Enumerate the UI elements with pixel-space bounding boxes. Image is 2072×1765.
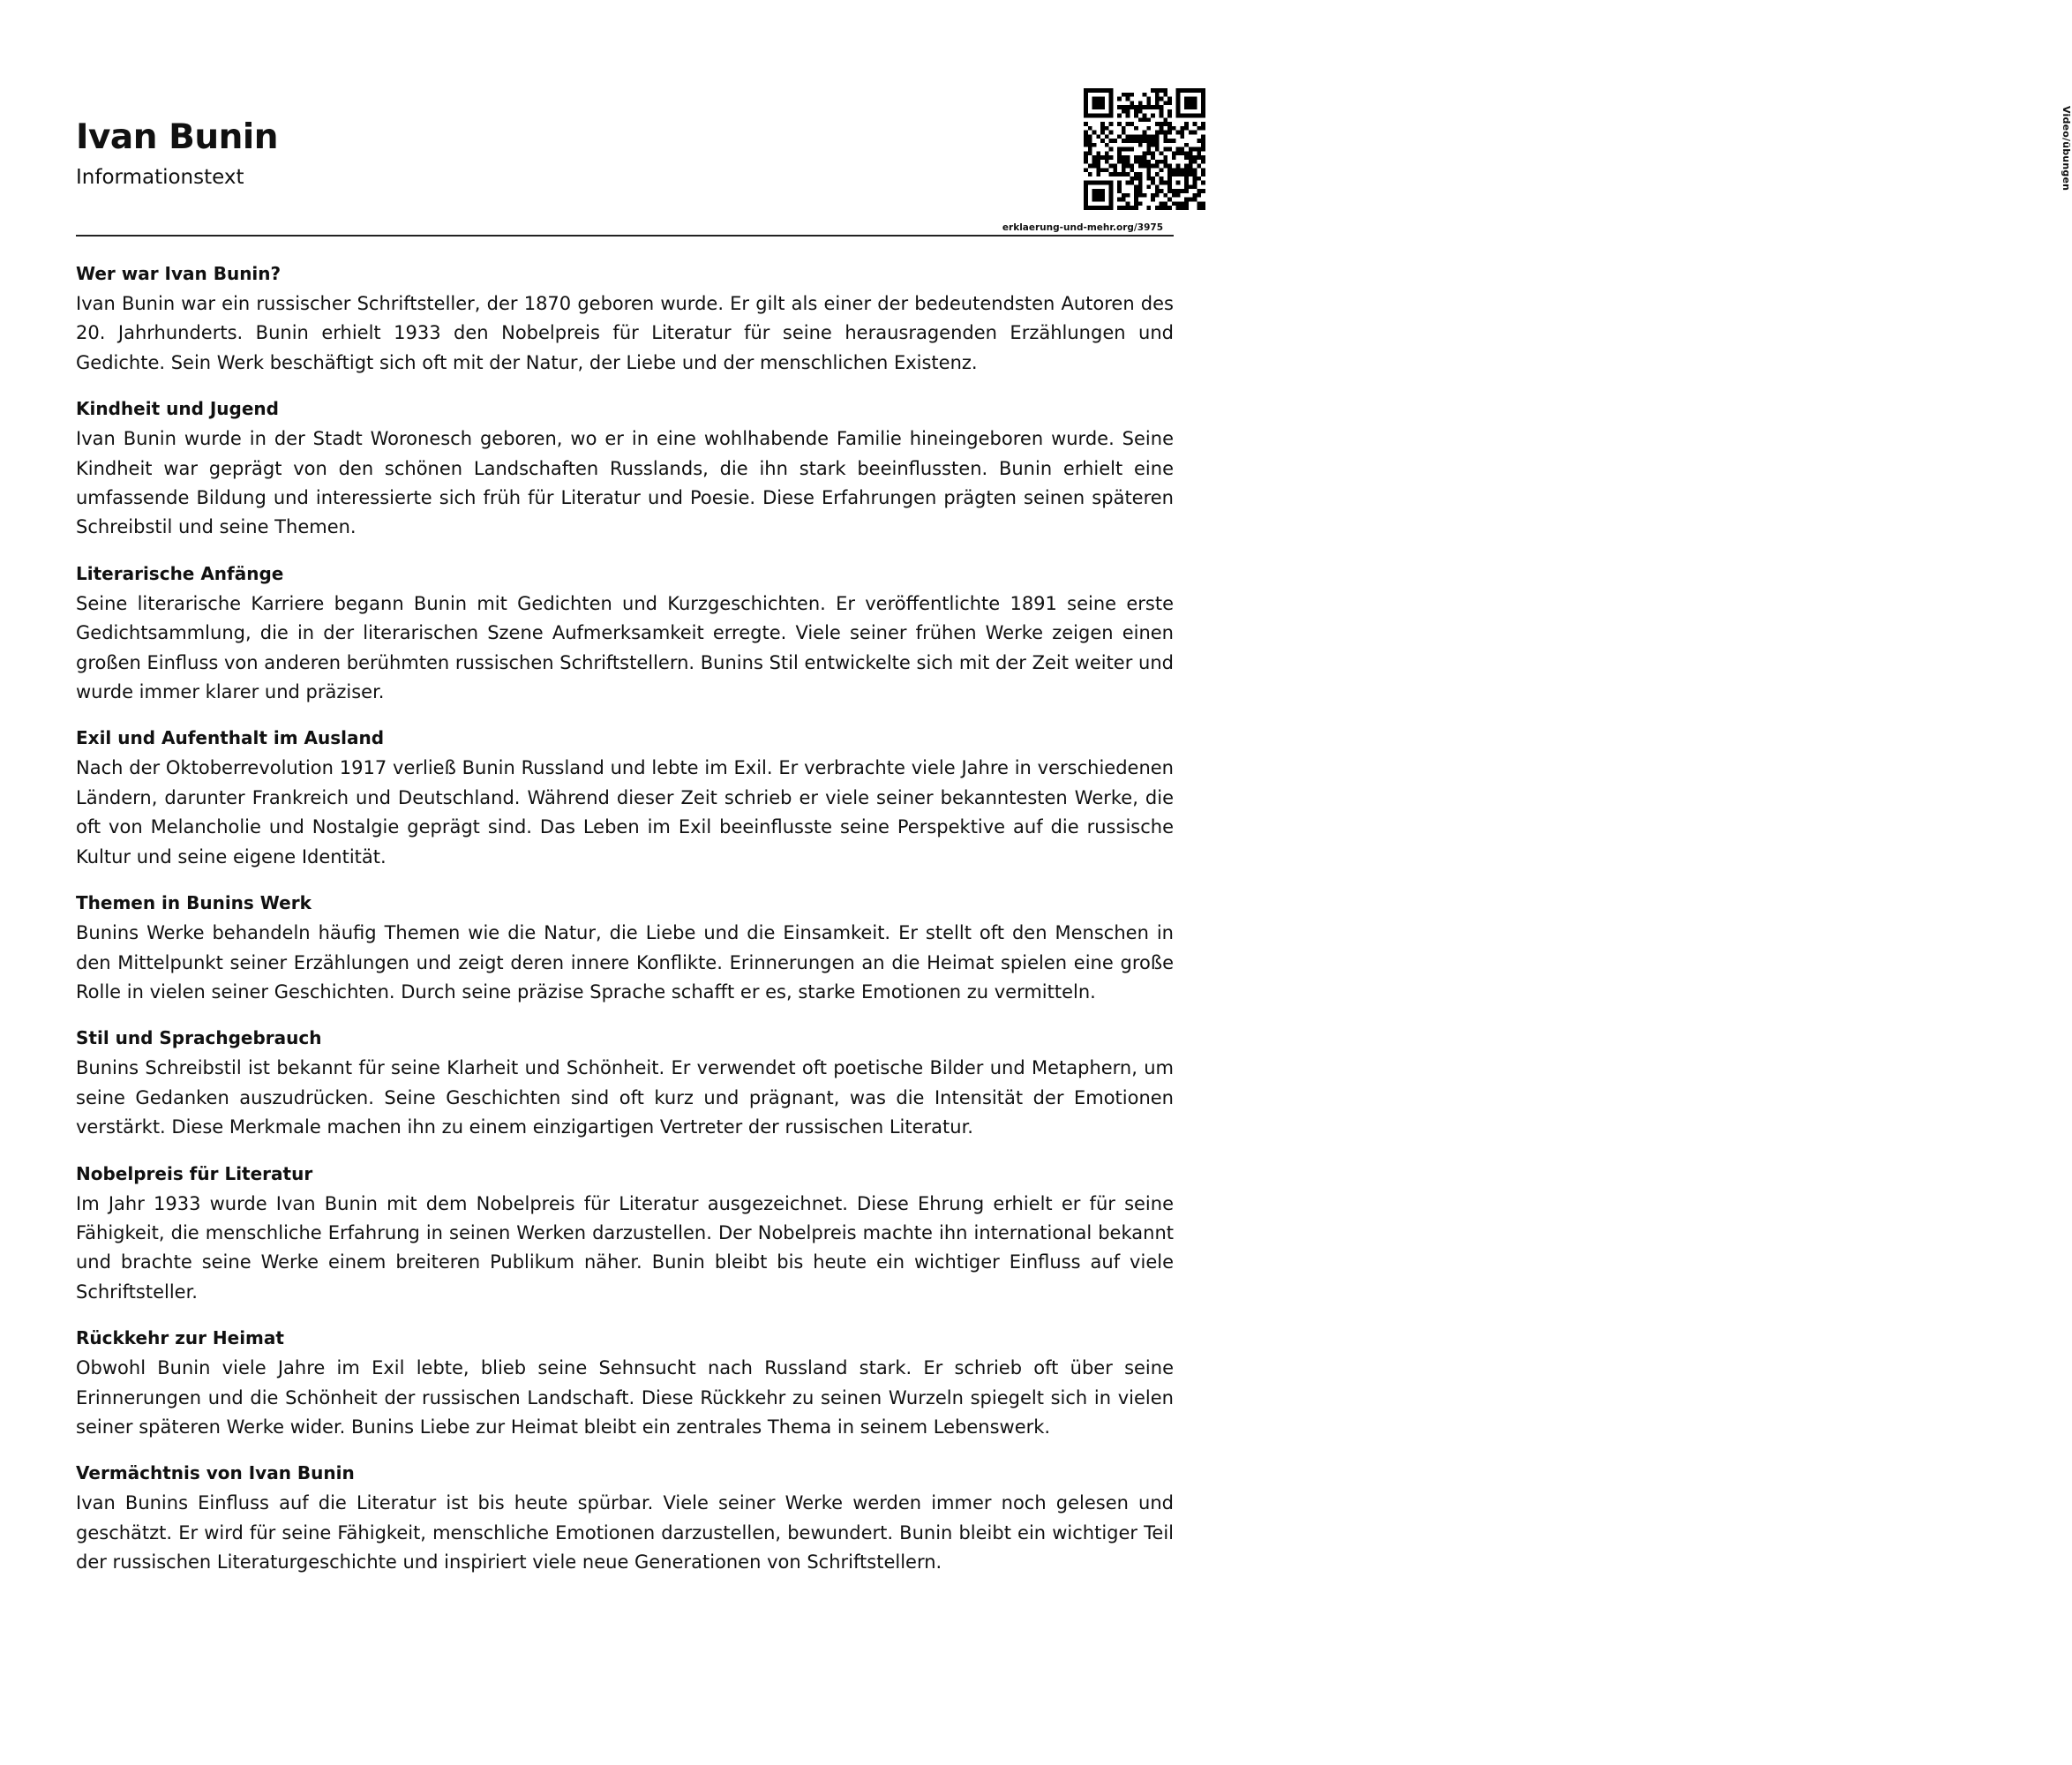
qr-block bbox=[976, 88, 2072, 235]
section-return-home bbox=[76, 1324, 1174, 1442]
section-body: Obwohl Bunin viele Jahre im Exil lebte, blieb seine Sehnsucht nach Russland stark. Er schrieb oft über seine Erinnerungen und die Schönheit der russischen Landschaft. Diese Rückkehr zu seinen Wurzeln spiegelt sich in vielen seiner späteren Werke wider. Bunins Liebe zur Heimat bleibt ein zentrales Thema in seinem Lebenswerk. bbox=[76, 1357, 1174, 1438]
page-title: Ivan Bunin bbox=[76, 117, 278, 157]
main-content bbox=[76, 259, 1174, 1595]
header-divider bbox=[76, 235, 1174, 237]
section-heading: Kindheit und Jugend bbox=[76, 398, 279, 420]
section-body: Bunins Werke behandeln häufig Themen wie die Natur, die Liebe und die Einsamkeit. Er stellt oft den Menschen in den Mittelpunkt seiner Erzählungen und zeigt deren innere Konflikte. Erinnerungen an die Heimat spielen eine große Rolle in vielen seiner Geschichten. Durch seine präzise Sprache schafft er es, starke Emotionen zu vermitteln. bbox=[76, 922, 1174, 1003]
section-style bbox=[76, 1024, 1174, 1142]
section-nobel-prize bbox=[76, 1160, 1174, 1308]
section-heading: Rückkehr zur Heimat bbox=[76, 1327, 284, 1349]
section-heading: Wer war Ivan Bunin? bbox=[76, 263, 282, 284]
section-heading: Literarische Anfänge bbox=[76, 562, 284, 584]
section-childhood bbox=[76, 394, 1174, 543]
section-heading: Nobelpreis für Literatur bbox=[76, 1162, 313, 1184]
section-body: Ivan Bunins Einfluss auf die Literatur ist bis heute spürbar. Viele seiner Werke werden immer noch gelesen und geschätzt. Er wird für seine Fähigkeit, menschliche Emotionen darzustellen, bewundert. Bunin bleibt ein wichtiger Teil der russischen Literaturgeschichte und inspiriert viele neue Generationen von Schriftstellern. bbox=[76, 1492, 1174, 1573]
qr-code-icon[interactable] bbox=[1084, 88, 1205, 210]
section-heading: Stil und Sprachgebrauch bbox=[76, 1027, 322, 1049]
section-body: Ivan Bunin war ein russischer Schriftsteller, der 1870 geboren wurde. Er gilt als einer der bedeutendsten Autoren des 20. Jahrhunderts. Bunin erhielt 1933 den Nobelpreis für Literatur für seine herausragenden Erzählungen und Gedichte. Sein Werk beschäftigt sich oft mit der Natur, der Liebe und der menschlichen Existenz. bbox=[76, 293, 1174, 373]
section-legacy bbox=[76, 1459, 1174, 1577]
section-literary-beginnings bbox=[76, 560, 1174, 708]
section-heading: Exil und Aufenthalt im Ausland bbox=[76, 727, 385, 749]
page-subtitle: Informationstext bbox=[76, 166, 244, 189]
qr-side-label: Video/übungen bbox=[2061, 106, 2072, 192]
section-who bbox=[76, 259, 1174, 378]
section-body: Ivan Bunin wurde in der Stadt Woronesch geboren, wo er in eine wohlhabende Familie hineingeboren wurde. Seine Kindheit war geprägt von den schönen Landschaften Russlands, die ihn stark beeinflussten. Bunin erhielt eine umfassende Bildung und interessierte sich früh für Literatur und Poesie. Diese Erfahrungen prägten seinen späteren Schreibstil und seine Themen. bbox=[76, 428, 1174, 538]
page-header bbox=[76, 88, 2072, 235]
section-body: Seine literarische Karriere begann Bunin mit Gedichten und Kurzgeschichten. Er veröffentlichte 1891 seine erste Gedichtsammlung, die in der literarischen Szene Aufmerksamkeit erregte. Viele seiner frühen Werke zeigen einen großen Einfluss von anderen berühmten russischen Schriftstellern. Bunins Stil entwickelte sich mit der Zeit weiter und wurde immer klarer und präziser. bbox=[76, 592, 1174, 703]
section-body: Bunins Schreibstil ist bekannt für seine Klarheit und Schönheit. Er verwendet oft poetische Bilder und Metaphern, um seine Gedanken auszudrücken. Seine Geschichten sind oft kurz und prägnant, was die Intensität der Emotionen verstärkt. Diese Merkmale machen ihn zu einem einzigartigen Vertreter der russischen Literatur. bbox=[76, 1057, 1174, 1138]
section-body: Im Jahr 1933 wurde Ivan Bunin mit dem Nobelpreis für Literatur ausgezeichnet. Diese Ehrung erhielt er für seine Fähigkeit, die menschliche Erfahrung in seinen Werken darzustellen. Der Nobelpreis machte ihn international bekannt und brachte seine Werke einem breiteren Publikum näher. Bunin bleibt bis heute ein wichtiger Einfluss auf viele Schriftsteller. bbox=[76, 1192, 1174, 1303]
section-themes bbox=[76, 889, 1174, 1007]
section-body: Nach der Oktoberrevolution 1917 verließ Bunin Russland und lebte im Exil. Er verbrachte viele Jahre in verschiedenen Ländern, darunter Frankreich und Deutschland. Während dieser Zeit schrieb er viele seiner bekanntesten Werke, die oft von Melancholie und Nostalgie geprägt sind. Das Leben im Exil beeinflusste seine Perspektive auf die russische Kultur und seine eigene Identität. bbox=[76, 757, 1174, 867]
section-heading: Vermächtnis von Ivan Bunin bbox=[76, 1462, 355, 1484]
qr-url-link[interactable]: erklaerung-und-mehr.org/3975 bbox=[1002, 222, 1163, 233]
section-heading: Themen in Bunins Werk bbox=[76, 892, 312, 914]
section-exile bbox=[76, 724, 1174, 872]
